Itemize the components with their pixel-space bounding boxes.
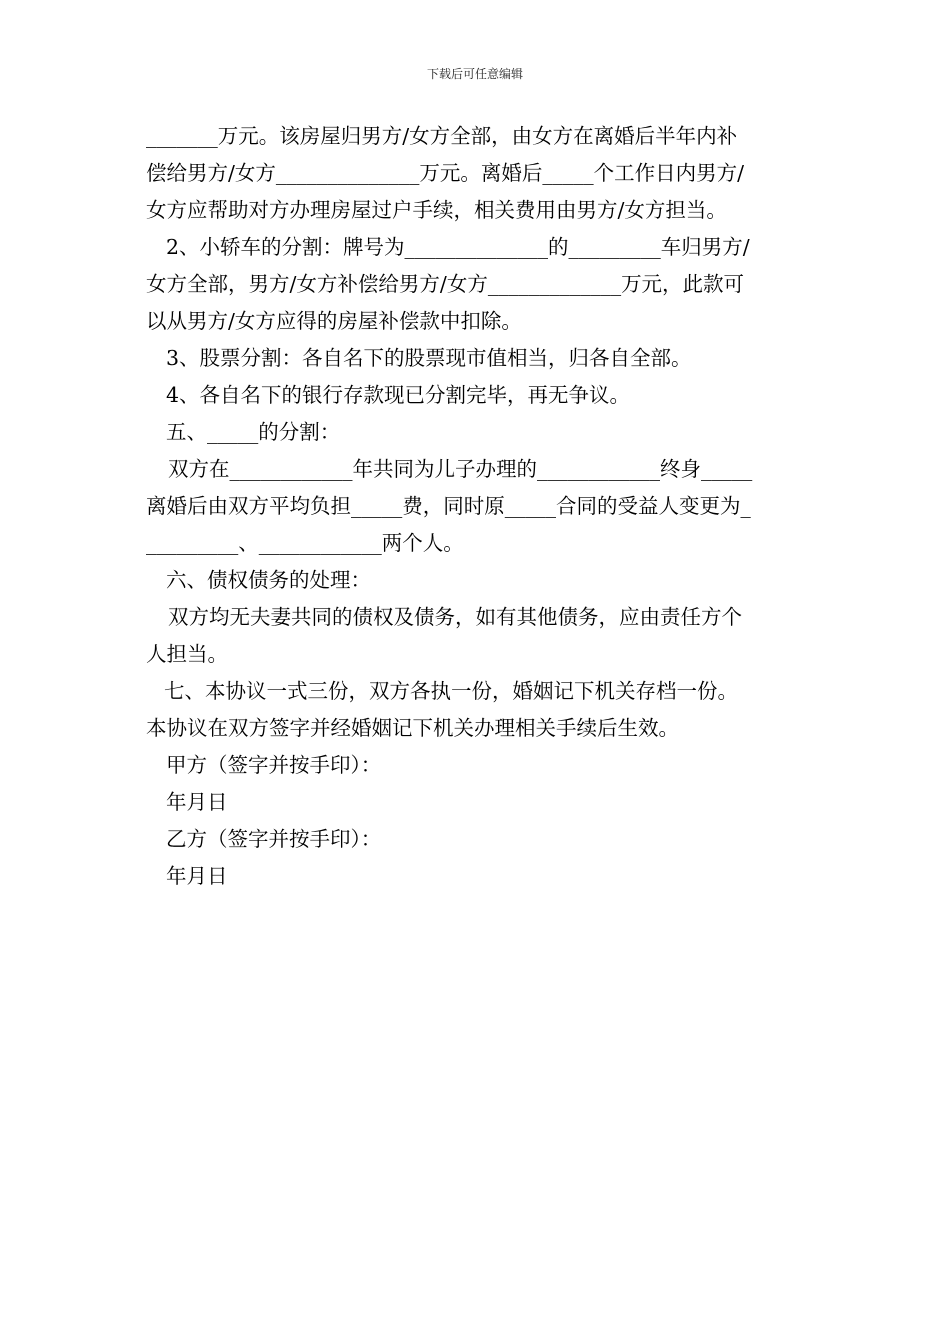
paragraph-line: 女方全部，男方/女方补偿给男方/女方_____________万元，此款可: [146, 272, 745, 296]
clause-car-division: 2、小轿车的分割：牌号为______________的_________车归男方/: [166, 235, 750, 259]
party-a-date: 年月日: [166, 790, 228, 814]
party-b-signature: 乙方（签字并按手印）：: [166, 827, 382, 851]
paragraph-line: _______万元。该房屋归男方/女方全部，由女方在离婚后半年内补: [146, 124, 738, 148]
paragraph-line: 离婚后由双方平均负担_____费，同时原_____合同的受益人变更为_: [146, 494, 751, 518]
paragraph-line: _________、____________两个人。: [146, 531, 464, 555]
paragraph-line: 女方应帮助对方办理房屋过户手续，相关费用由男方/女方担当。: [146, 198, 727, 222]
clause-bank-deposit: 4、各自名下的银行存款现已分割完毕，再无争议。: [166, 383, 631, 407]
paragraph-line: 双方在____________年共同为儿子办理的____________终身_____: [168, 457, 753, 481]
header-note: 下载后可任意编辑: [426, 67, 523, 81]
paragraph-line: 人担当。: [146, 642, 228, 666]
agreement-body: [146, 118, 808, 895]
clause-stock-division: 3、股票分割：各自名下的股票现市值相当，归各自全部。: [166, 346, 692, 370]
section-six-heading: 六、债权债务的处理：: [166, 568, 371, 592]
paragraph-line: 以从男方/女方应得的房屋补偿款中扣除。: [146, 309, 522, 333]
party-b-date: 年月日: [166, 864, 228, 888]
paragraph-line: 双方均无夫妻共同的债权及债务，如有其他债务，应由责任方个: [168, 605, 742, 629]
paragraph-line: 偿给男方/女方______________万元。离婚后_____个工作日内男方/: [146, 161, 745, 185]
paragraph-line: 本协议在双方签字并经婚姻记下机关办理相关手续后生效。: [146, 716, 679, 740]
section-seven-heading: 七、本协议一式三份，双方各执一份，婚姻记下机关存档一份。: [164, 679, 738, 703]
party-a-signature: 甲方（签字并按手印）：: [166, 753, 382, 777]
section-five-heading: 五、_____的分割：: [166, 420, 341, 444]
